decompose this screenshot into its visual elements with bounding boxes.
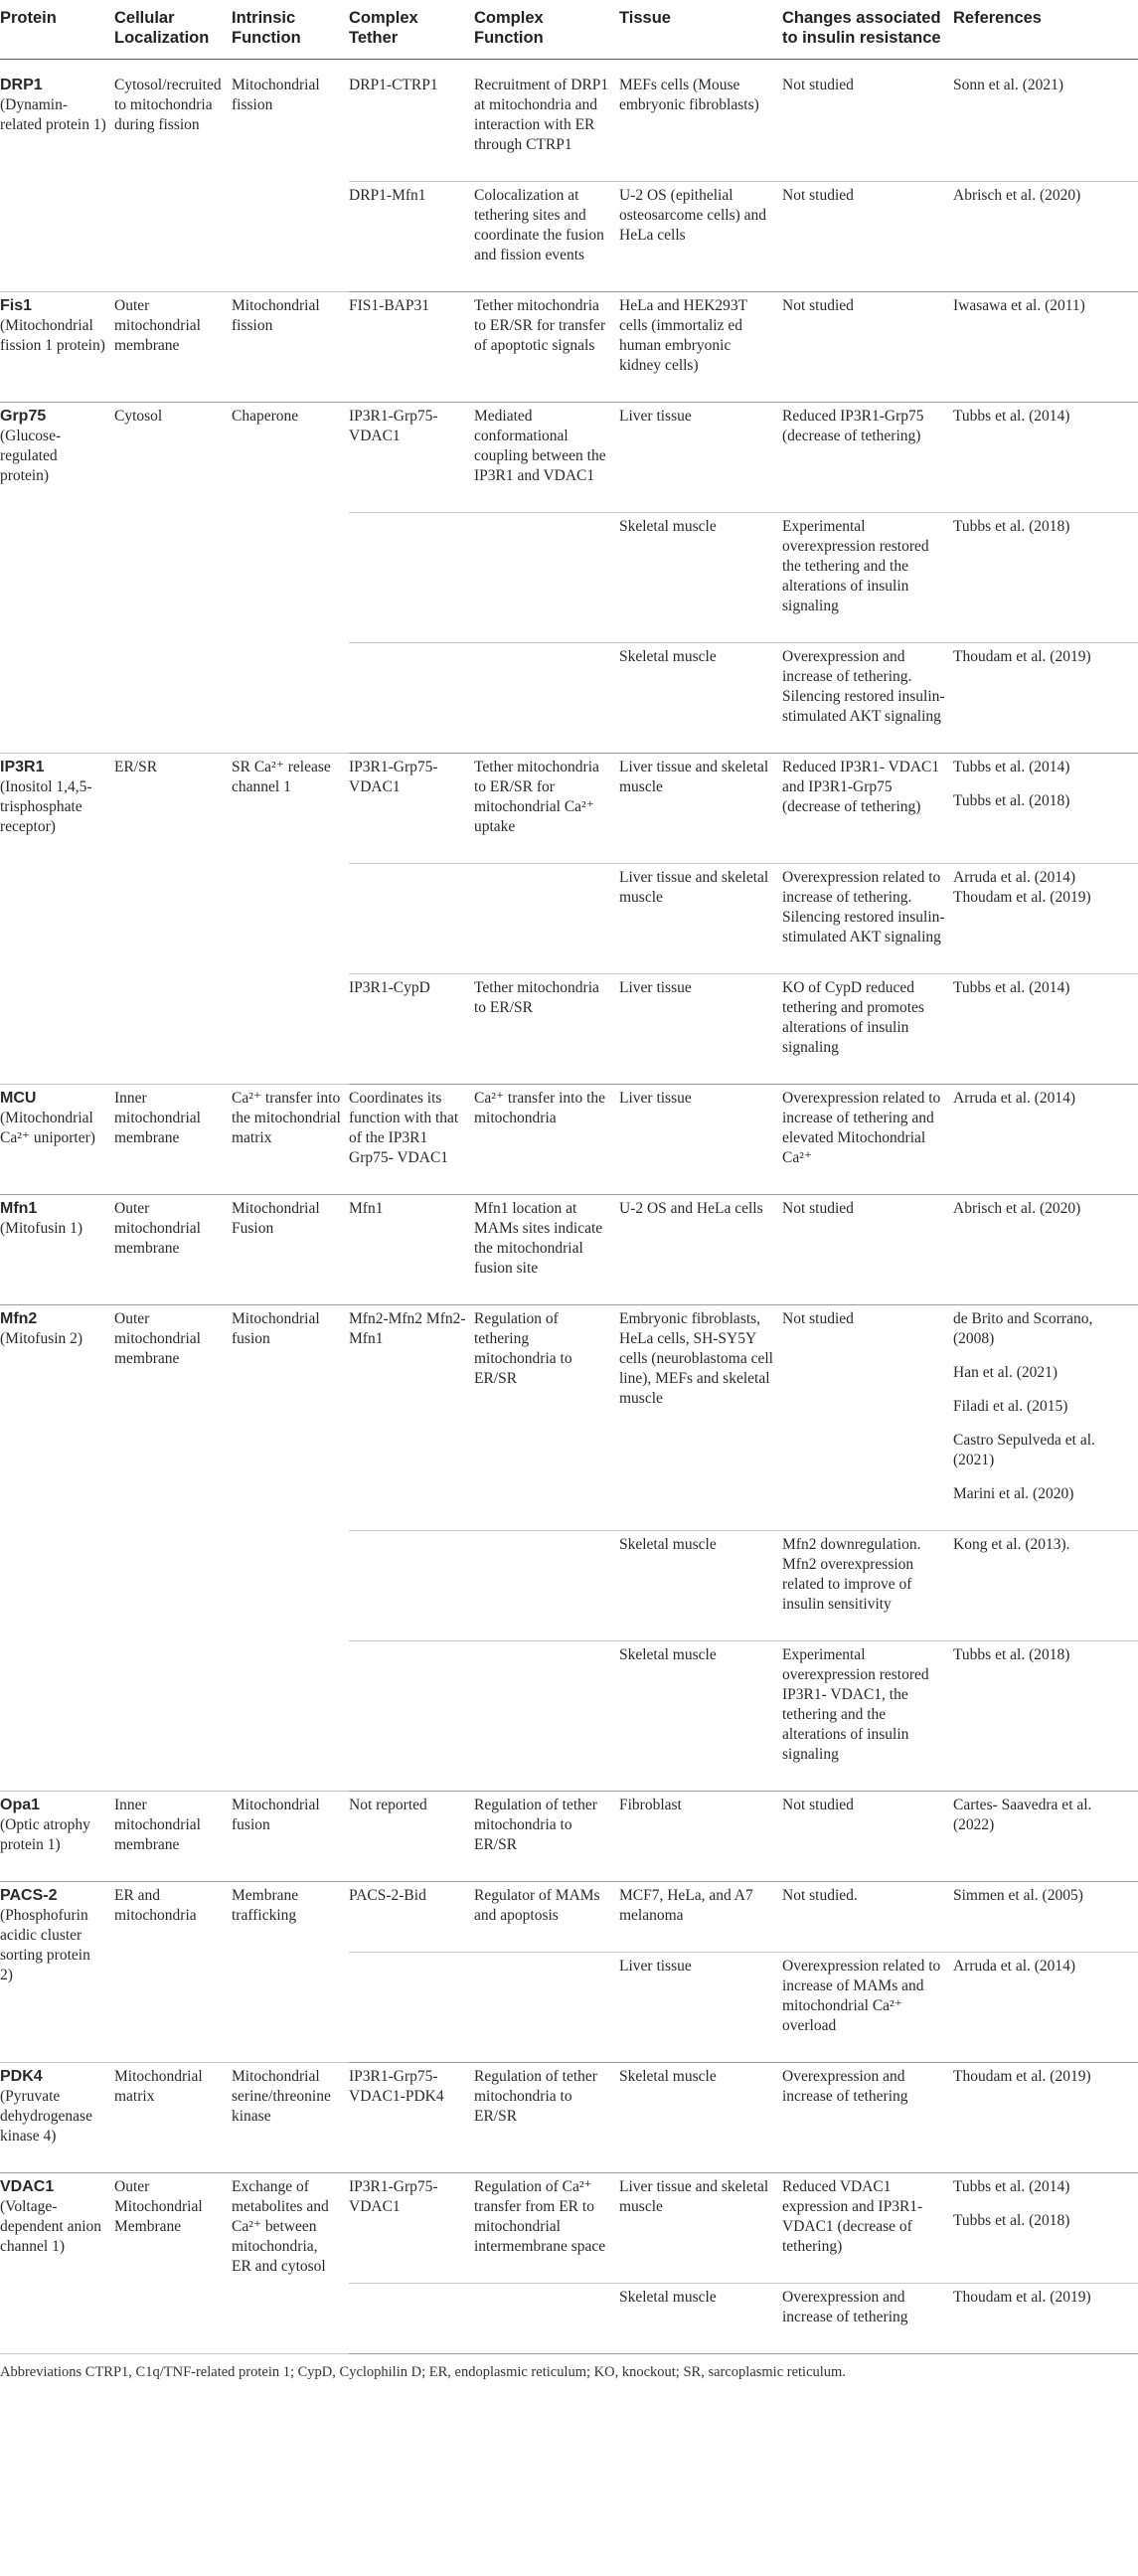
complex-tether-cell: DRP1-Mfn1 xyxy=(349,182,474,292)
col-header: Complex Tether xyxy=(349,0,474,60)
reference: Han et al. (2021) xyxy=(953,1364,1058,1381)
changes-cell: Mfn2 downregulation. Mfn2 overexpression related to improve of insulin sensitivity xyxy=(782,1531,953,1641)
references-cell xyxy=(953,864,1138,974)
tissue-cell: U-2 OS (epithelial osteosarcome cells) and HeLa cells xyxy=(619,182,782,292)
changes-cell: Reduced IP3R1-Grp75 (decrease of tethering) xyxy=(782,403,953,513)
complex-function-cell: Ca²⁺ transfer into the mitochondria xyxy=(474,1085,619,1195)
reference: Tubbs et al. (2018) xyxy=(953,1646,1070,1663)
protein-cell xyxy=(0,292,114,403)
references-cell xyxy=(953,1882,1138,1953)
changes-cell: Overexpression related to increase of tethering and elevated Mitochondrial Ca²⁺ xyxy=(782,1085,953,1195)
protein-full-name: (Optic atrophy protein 1) xyxy=(0,1816,90,1853)
intrinsic-function-cell: Mitochondrial Fusion xyxy=(232,1195,349,1305)
complex-tether-cell xyxy=(349,643,474,754)
references-cell xyxy=(953,1792,1138,1882)
tissue-cell: Skeletal muscle xyxy=(619,2063,782,2173)
localization-cell: Inner mitochondrial membrane xyxy=(114,1085,232,1195)
protein-name: DRP1 xyxy=(0,77,43,93)
reference: Thoudam et al. (2019) xyxy=(953,2289,1091,2306)
intrinsic-function-cell: SR Ca²⁺ release channel 1 xyxy=(232,754,349,1085)
protein-cell xyxy=(0,754,114,1085)
complex-tether-cell: IP3R1-Grp75-VDAC1 xyxy=(349,754,474,864)
table-row xyxy=(0,754,1138,864)
reference: Tubbs et al. (2014) xyxy=(953,759,1070,775)
complex-function-cell xyxy=(474,1531,619,1641)
reference: Castro Sepulveda et al. (2021) xyxy=(953,1432,1095,1468)
intrinsic-function-cell: Chaperone xyxy=(232,403,349,754)
reference: Thoudam et al. (2019) xyxy=(953,648,1091,665)
table-row xyxy=(0,2173,1138,2284)
references-cell xyxy=(953,60,1138,182)
reference: Tubbs et al. (2018) xyxy=(953,518,1070,535)
tissue-cell: Liver tissue and skeletal muscle xyxy=(619,754,782,864)
complex-tether-cell: Coordinates its function with that of the IP3R1 Grp75- VDAC1 xyxy=(349,1085,474,1195)
complex-function-cell xyxy=(474,2284,619,2354)
table-row xyxy=(0,1085,1138,1195)
intrinsic-function-cell: Mitochondrial serine/threonine kinase xyxy=(232,2063,349,2173)
complex-tether-cell xyxy=(349,1953,474,2063)
localization-cell: Cytosol xyxy=(114,403,232,754)
protein-cell xyxy=(0,60,114,292)
tissue-cell: Liver tissue xyxy=(619,403,782,513)
references-cell xyxy=(953,2063,1138,2173)
col-header: Changes associated to insulin resistance xyxy=(782,0,953,60)
changes-cell: Overexpression related to increase of tethering. Silencing restored insulin-stimulated AKT signaling xyxy=(782,864,953,974)
complex-function-cell: Recruitment of DRP1 at mitochondria and interaction with ER through CTRP1 xyxy=(474,60,619,182)
tissue-cell: MEFs cells (Mouse embryonic fibroblasts) xyxy=(619,60,782,182)
complex-function-cell: Regulation of tether mitochondria to ER/SR xyxy=(474,1792,619,1882)
complex-function-cell: Regulation of tether mitochondria to ER/SR xyxy=(474,2063,619,2173)
protein-cell xyxy=(0,2063,114,2173)
protein-full-name: (Voltage-dependent anion channel 1) xyxy=(0,2198,102,2255)
complex-function-cell xyxy=(474,1953,619,2063)
tissue-cell: MCF7, HeLa, and A7 melanoma xyxy=(619,1882,782,1953)
protein-full-name: (Mitofusin 2) xyxy=(0,1330,83,1347)
protein-cell xyxy=(0,1305,114,1792)
changes-cell: Not studied xyxy=(782,1792,953,1882)
references-cell xyxy=(953,643,1138,754)
complex-function-cell: Tether mitochondria to ER/SR for transfer of apoptotic signals xyxy=(474,292,619,403)
localization-cell: Mitochondrial matrix xyxy=(114,2063,232,2173)
changes-cell: KO of CypD reduced tethering and promotes alterations of insulin signaling xyxy=(782,974,953,1085)
intrinsic-function-cell: Mitochondrial fission xyxy=(232,60,349,292)
changes-cell: Not studied xyxy=(782,1195,953,1305)
localization-cell: ER and mitochondria xyxy=(114,1882,232,2063)
complex-function-cell: Colocalization at tethering sites and coordinate the fusion and fission events xyxy=(474,182,619,292)
complex-tether-cell: DRP1-CTRP1 xyxy=(349,60,474,182)
reference: Filadi et al. (2015) xyxy=(953,1398,1068,1415)
intrinsic-function-cell: Membrane trafficking xyxy=(232,1882,349,2063)
complex-function-cell: Regulation of tethering mitochondria to ER/SR xyxy=(474,1305,619,1531)
tissue-cell: Embryonic fibroblasts, HeLa cells, SH-SY5Y cells (neuroblastoma cell line), MEFs and skeletal muscle xyxy=(619,1305,782,1531)
table-row xyxy=(0,1882,1138,1953)
references-cell xyxy=(953,403,1138,513)
changes-cell: Not studied xyxy=(782,182,953,292)
changes-cell: Experimental overexpression restored the tethering and the alterations of insulin signaling xyxy=(782,513,953,643)
references-cell xyxy=(953,754,1138,864)
protein-name: PDK4 xyxy=(0,2068,43,2085)
complex-function-cell: Tether mitochondria to ER/SR xyxy=(474,974,619,1085)
references-cell xyxy=(953,1953,1138,2063)
reference: Simmen et al. (2005) xyxy=(953,1887,1083,1904)
complex-tether-cell: IP3R1-Grp75-VDAC1 xyxy=(349,2173,474,2284)
references-cell xyxy=(953,974,1138,1085)
complex-function-cell: Regulator of MAMs and apoptosis xyxy=(474,1882,619,1953)
reference: Tubbs et al. (2014) xyxy=(953,979,1070,996)
localization-cell: ER/SR xyxy=(114,754,232,1085)
table-row xyxy=(0,2063,1138,2173)
reference: Thoudam et al. (2019) xyxy=(953,2068,1091,2085)
intrinsic-function-cell: Mitochondrial fusion xyxy=(232,1792,349,1882)
tissue-cell: Skeletal muscle xyxy=(619,2284,782,2354)
protein-full-name: (Dynamin-related protein 1) xyxy=(0,96,106,133)
complex-tether-cell: FIS1-BAP31 xyxy=(349,292,474,403)
table-row xyxy=(0,292,1138,403)
reference: de Brito and Scorrano, (2008) xyxy=(953,1310,1093,1347)
reference: Abrisch et al. (2020) xyxy=(953,187,1081,204)
localization-cell: Cytosol/recruited to mitochondria during fission xyxy=(114,60,232,292)
protein-name: IP3R1 xyxy=(0,759,45,775)
references-cell xyxy=(953,1641,1138,1792)
table-body xyxy=(0,60,1138,2354)
tissue-cell: Liver tissue and skeletal muscle xyxy=(619,2173,782,2284)
changes-cell: Not studied xyxy=(782,60,953,182)
reference: Tubbs et al. (2018) xyxy=(953,792,1070,809)
references-cell xyxy=(953,292,1138,403)
protein-name: Mfn2 xyxy=(0,1310,38,1327)
localization-cell: Outer Mitochondrial Membrane xyxy=(114,2173,232,2354)
reference: Sonn et al. (2021) xyxy=(953,77,1064,93)
reference: Arruda et al. (2014) xyxy=(953,1090,1076,1107)
tissue-cell: Skeletal muscle xyxy=(619,513,782,643)
complex-tether-cell xyxy=(349,2284,474,2354)
reference: Abrisch et al. (2020) xyxy=(953,1200,1081,1217)
tissue-cell: HeLa and HEK293T cells (immortaliz ed human embryonic kidney cells) xyxy=(619,292,782,403)
reference: Cartes- Saavedra et al. (2022) xyxy=(953,1797,1092,1833)
complex-function-cell: Regulation of Ca²⁺ transfer from ER to mitochondrial intermembrane space xyxy=(474,2173,619,2284)
tissue-cell: Liver tissue and skeletal muscle xyxy=(619,864,782,974)
protein-name: Opa1 xyxy=(0,1797,41,1813)
complex-tether-cell: IP3R1-CypD xyxy=(349,974,474,1085)
tissue-cell: U-2 OS and HeLa cells xyxy=(619,1195,782,1305)
complex-tether-cell: PACS-2-Bid xyxy=(349,1882,474,1953)
references-cell xyxy=(953,1085,1138,1195)
col-header: Tissue xyxy=(619,0,782,60)
localization-cell: Outer mitochondrial membrane xyxy=(114,292,232,403)
table-row xyxy=(0,1195,1138,1305)
protein-full-name: (Pyruvate dehydrogenase kinase 4) xyxy=(0,2088,92,2145)
protein-full-name: (Mitochondrial Ca²⁺ uniporter) xyxy=(0,1110,95,1146)
tissue-cell: Liver tissue xyxy=(619,1953,782,2063)
complex-tether-cell: Mfn1 xyxy=(349,1195,474,1305)
complex-function-cell xyxy=(474,513,619,643)
protein-name: Mfn1 xyxy=(0,1200,38,1217)
intrinsic-function-cell: Mitochondrial fusion xyxy=(232,1305,349,1792)
intrinsic-function-cell: Exchange of metabolites and Ca²⁺ between mitochondria, ER and cytosol xyxy=(232,2173,349,2354)
table-row xyxy=(0,1305,1138,1531)
complex-tether-cell xyxy=(349,864,474,974)
col-header: Intrinsic Function xyxy=(232,0,349,60)
protein-full-name: (Mitochondrial fission 1 protein) xyxy=(0,317,105,354)
complex-function-cell xyxy=(474,643,619,754)
complex-tether-cell: IP3R1-Grp75-VDAC1 xyxy=(349,403,474,513)
changes-cell: Not studied xyxy=(782,1305,953,1531)
references-cell xyxy=(953,182,1138,292)
tissue-cell: Skeletal muscle xyxy=(619,1641,782,1792)
protein-cell xyxy=(0,1085,114,1195)
reference: Iwasawa et al. (2011) xyxy=(953,297,1085,314)
protein-name: Grp75 xyxy=(0,408,47,425)
table-row xyxy=(0,1792,1138,1882)
protein-name: VDAC1 xyxy=(0,2178,55,2195)
protein-full-name: (Inositol 1,4,5-trisphosphate receptor) xyxy=(0,778,92,835)
changes-cell: Not studied. xyxy=(782,1882,953,1953)
header-row xyxy=(0,0,1138,60)
footnote: Abbreviations CTRP1, C1q/TNF-related protein 1; CypD, Cyclophilin D; ER, endoplasmic reticulum; KO, knockout; SR, sarcoplasmic reticulum. xyxy=(0,2364,846,2380)
localization-cell: Outer mitochondrial membrane xyxy=(114,1305,232,1792)
references-cell xyxy=(953,513,1138,643)
complex-tether-cell: Not reported xyxy=(349,1792,474,1882)
changes-cell: Overexpression and increase of tethering. Silencing restored insulin-stimulated AKT signaling xyxy=(782,643,953,754)
complex-tether-cell xyxy=(349,1531,474,1641)
reference: Arruda et al. (2014) xyxy=(953,1958,1076,1975)
references-cell xyxy=(953,1195,1138,1305)
complex-function-cell: Mfn1 location at MAMs sites indicate the mitochondrial fusion site xyxy=(474,1195,619,1305)
tissue-cell: Liver tissue xyxy=(619,1085,782,1195)
intrinsic-function-cell: Mitochondrial fission xyxy=(232,292,349,403)
col-header: Protein xyxy=(0,0,114,60)
localization-cell: Inner mitochondrial membrane xyxy=(114,1792,232,1882)
col-header: References xyxy=(953,0,1138,60)
changes-cell: Overexpression and increase of tethering xyxy=(782,2284,953,2354)
protein-cell xyxy=(0,2173,114,2354)
changes-cell: Experimental overexpression restored IP3R1- VDAC1, the tethering and the alterations of insulin signaling xyxy=(782,1641,953,1792)
changes-cell: Reduced IP3R1- VDAC1 and IP3R1-Grp75 (decrease of tethering) xyxy=(782,754,953,864)
col-header: Complex Function xyxy=(474,0,619,60)
protein-name: Fis1 xyxy=(0,297,33,314)
protein-full-name: (Phosphofurin acidic cluster sorting protein 2) xyxy=(0,1907,90,1983)
protein-full-name: (Glucose- regulated protein) xyxy=(0,428,62,484)
protein-cell xyxy=(0,403,114,754)
complex-function-cell xyxy=(474,1641,619,1792)
tissue-cell: Skeletal muscle xyxy=(619,643,782,754)
complex-tether-cell: Mfn2-Mfn2 Mfn2-Mfn1 xyxy=(349,1305,474,1531)
localization-cell: Outer mitochondrial membrane xyxy=(114,1195,232,1305)
complex-tether-cell: IP3R1-Grp75-VDAC1-PDK4 xyxy=(349,2063,474,2173)
complex-function-cell: Mediated conformational coupling between the IP3R1 and VDAC1 xyxy=(474,403,619,513)
reference: Tubbs et al. (2014) xyxy=(953,2178,1070,2195)
protein-name: MCU xyxy=(0,1090,37,1107)
complex-function-cell xyxy=(474,864,619,974)
references-cell xyxy=(953,1305,1138,1531)
changes-cell: Overexpression related to increase of MAMs and mitochondrial Ca²⁺ overload xyxy=(782,1953,953,2063)
tissue-cell: Liver tissue xyxy=(619,974,782,1085)
tissue-cell: Skeletal muscle xyxy=(619,1531,782,1641)
intrinsic-function-cell: Ca²⁺ transfer into the mitochondrial matrix xyxy=(232,1085,349,1195)
reference: Tubbs et al. (2014) xyxy=(953,408,1070,425)
references-cell xyxy=(953,1531,1138,1641)
complex-tether-cell xyxy=(349,513,474,643)
protein-cell xyxy=(0,1792,114,1882)
table-row xyxy=(0,403,1138,513)
table-row xyxy=(0,60,1138,182)
protein-cell xyxy=(0,1882,114,2063)
protein-name: PACS-2 xyxy=(0,1887,58,1904)
complex-tether-cell xyxy=(349,1641,474,1792)
col-header: Cellular Localization xyxy=(114,0,232,60)
reference: Marini et al. (2020) xyxy=(953,1485,1074,1502)
tissue-cell: Fibroblast xyxy=(619,1792,782,1882)
reference: Arruda et al. (2014) Thoudam et al. (2019) xyxy=(953,869,1091,906)
reference: Kong et al. (2013). xyxy=(953,1536,1070,1553)
changes-cell: Not studied xyxy=(782,292,953,403)
reference: Tubbs et al. (2018) xyxy=(953,2212,1070,2229)
changes-cell: Overexpression and increase of tethering xyxy=(782,2063,953,2173)
protein-cell xyxy=(0,1195,114,1305)
complex-function-cell: Tether mitochondria to ER/SR for mitochondrial Ca²⁺ uptake xyxy=(474,754,619,864)
references-cell xyxy=(953,2173,1138,2284)
changes-cell: Reduced VDAC1 expression and IP3R1-VDAC1 (decrease of tethering) xyxy=(782,2173,953,2284)
protein-full-name: (Mitofusin 1) xyxy=(0,1220,83,1237)
references-cell xyxy=(953,2284,1138,2354)
